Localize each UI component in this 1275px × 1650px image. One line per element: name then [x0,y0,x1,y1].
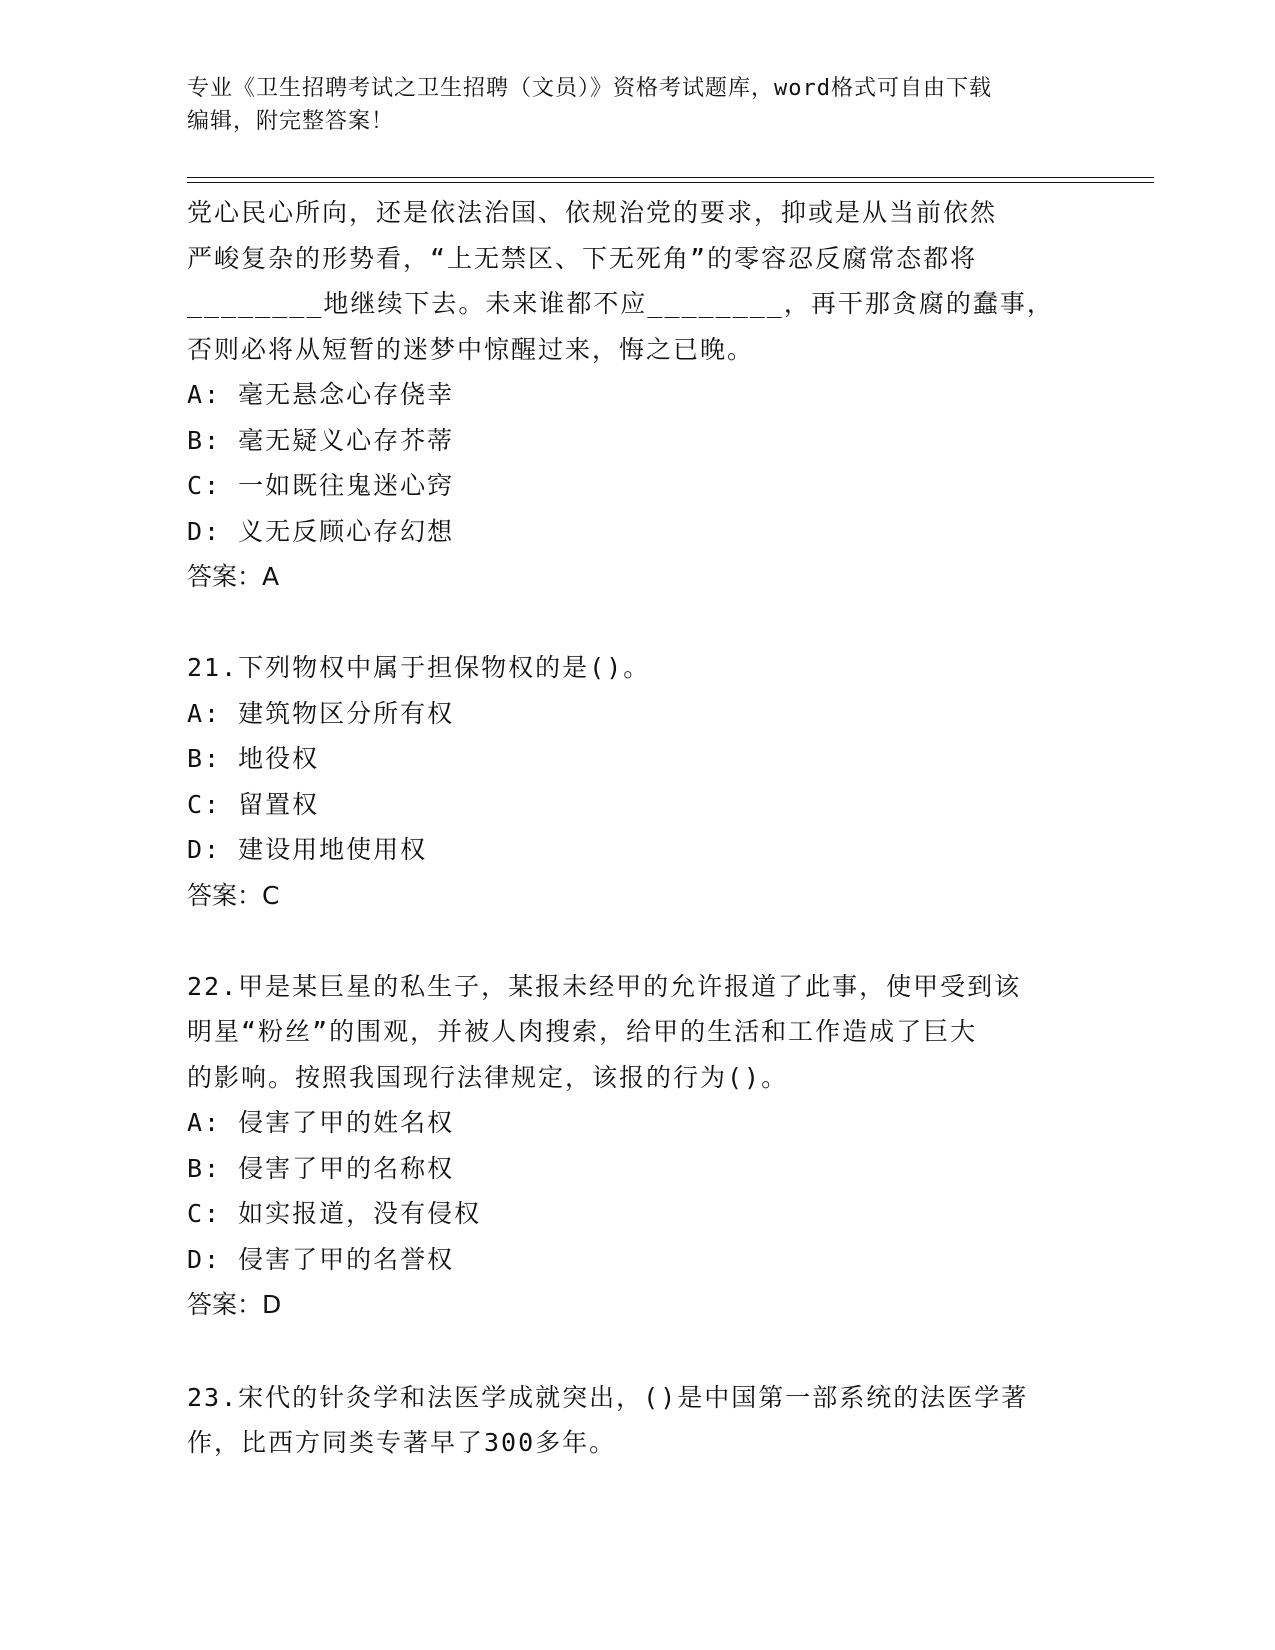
question-23 [187,1375,1087,1466]
option-c: C: 如实报道，没有侵权 [187,1199,482,1228]
option-c: C: 一如既往鬼迷心窍 [187,471,455,500]
header-line-2: 编辑，附完整答案！ [187,109,395,134]
question-text-line: 严峻复杂的形势看，“上无禁区、下无死角”的零容忍反腐常态都将 [187,243,978,273]
option-d: D: 建设用地使用权 [187,835,428,864]
option-c: C: 留置权 [187,789,320,819]
question-22 [187,964,1087,1328]
question-text-line: 作，比西方同类专著早了300多年。 [187,1428,617,1457]
answer-label: 答案：D [187,1290,282,1319]
option-a: A: 建筑物区分所有权 [187,698,455,728]
header-divider-bottom [187,182,1154,183]
spacer [187,1328,1087,1375]
question-list [187,190,1087,1466]
question-text-line: 23.宋代的针灸学和法医学成就突出，()是中国第一部系统的法医学著 [187,1382,1029,1412]
header-line-1: 专业《卫生招聘考试之卫生招聘（文员）》资格考试题库，word格式可自由下载 [187,76,992,101]
question-text-line: ________地继续下去。未来谁都不应________，再干那贪腐的蠢事， [187,289,1054,318]
question-text-line: 21.下列物权中属于担保物权的是()。 [187,653,651,682]
question-text-line: 党心民心所向，还是依法治国、依规治党的要求，抑或是从当前依然 [187,198,998,227]
spacer [187,918,1087,964]
option-d: D: 侵害了甲的名誉权 [187,1244,455,1274]
option-a: A: 毫无悬念心存侥幸 [187,380,455,409]
option-b: B: 侵害了甲的名称权 [187,1153,455,1183]
document-header [187,72,1067,138]
question-text-line: 的影响。按照我国现行法律规定，该报的行为()。 [187,1062,789,1092]
spacer [187,600,1087,646]
option-d: D: 义无反顾心存幻想 [187,516,455,546]
option-a: A: 侵害了甲的姓名权 [187,1108,455,1137]
question-text-line: 明星“粉丝”的围观，并被人肉搜索，给甲的生活和工作造成了巨大 [187,1017,978,1046]
option-b: B: 毫无疑义心存芥蒂 [187,425,455,455]
answer-label: 答案：C [187,880,280,910]
answer-label: 答案：A [187,562,280,591]
option-b: B: 地役权 [187,744,320,773]
question-text-line: 否则必将从短暂的迷梦中惊醒过来，悔之已晚。 [187,334,755,364]
question-20 [187,190,1087,600]
question-21 [187,645,1087,918]
header-divider-top [187,177,1154,178]
question-text-line: 22.甲是某巨星的私生子，某报未经甲的允许报道了此事，使甲受到该 [187,971,1022,1001]
